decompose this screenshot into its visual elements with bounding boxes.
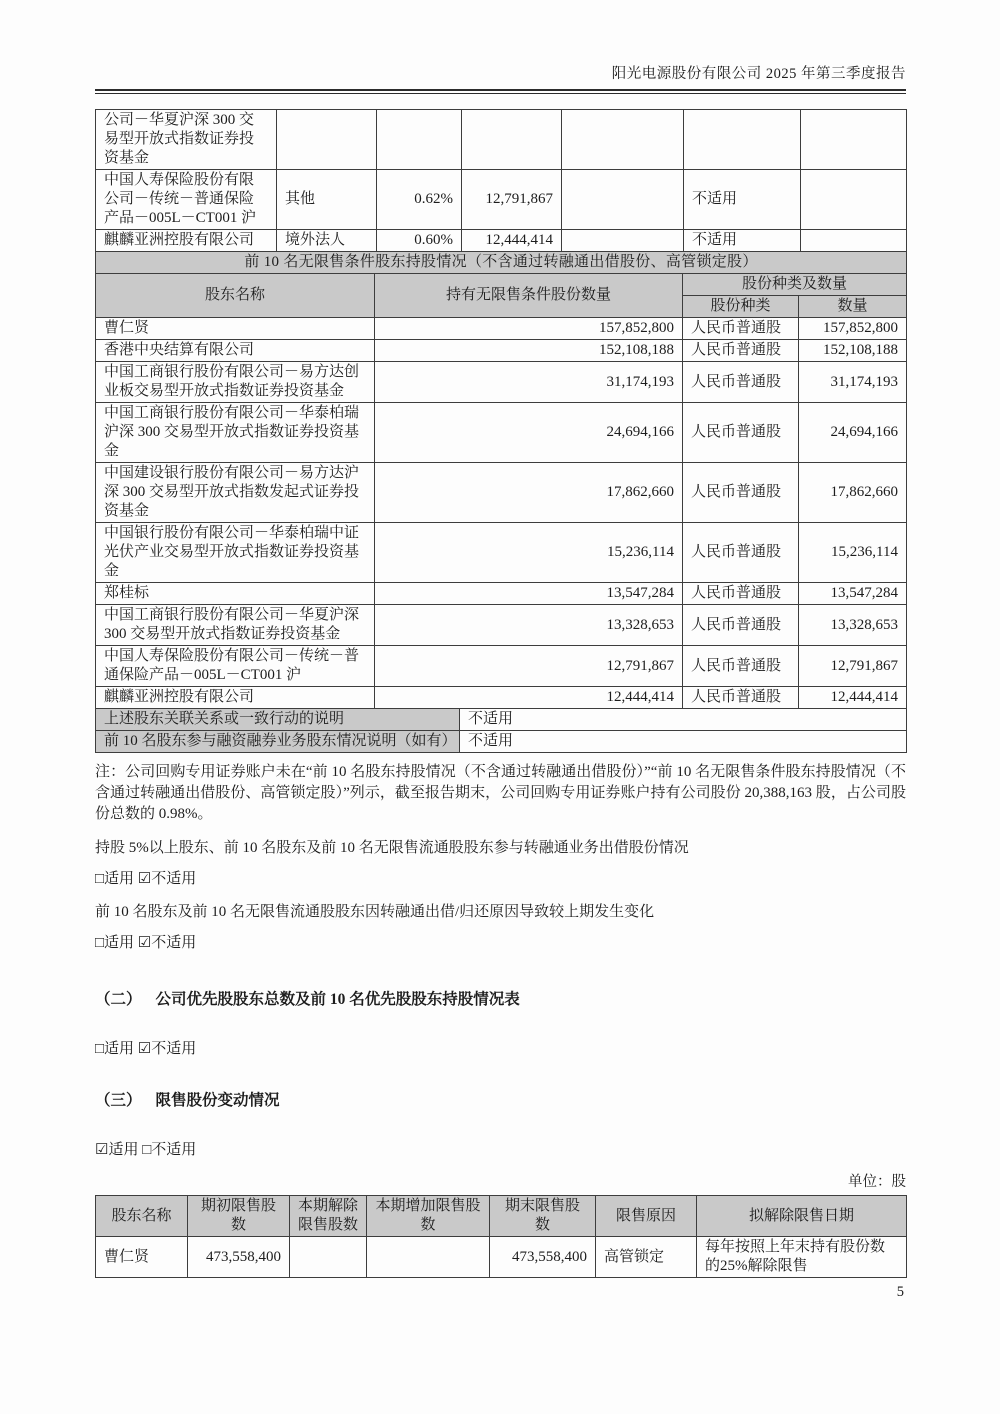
header-amount: 数量 [799,296,907,318]
amount-cell: 12,444,414 [799,687,907,709]
section-title: 限售股份变动情况 [155,1092,280,1109]
table-row [96,403,907,463]
shareholder-name-cell: 公司－华夏沪深 300 交易型开放式指数证券投资基金 [96,110,277,170]
empty-cell [562,110,684,170]
unrestricted-shareholders-table [95,251,907,709]
amount-cell: 13,328,653 [799,605,907,646]
header-unrestricted-qty: 持有无限售条件股份数量 [375,274,683,318]
amount-cell: 152,108,188 [799,340,907,362]
header-end-restricted: 期末限售股数 [490,1196,596,1237]
table-header-row [96,1196,907,1237]
pledge-status-cell: 不适用 [684,170,801,230]
end-restricted-cell: 473,558,400 [490,1237,596,1278]
header-release-date: 拟解除限售日期 [697,1196,907,1237]
note-label-cell: 上述股东关联关系或一致行动的说明 [96,709,460,731]
amount-cell: 24,694,166 [799,403,907,463]
shareholder-name-cell: 麒麟亚洲控股有限公司 [96,687,375,709]
table-row [96,605,907,646]
header-shareholder-name: 股东名称 [96,1196,188,1237]
table-row [96,583,907,605]
table-row [96,230,907,252]
note-label-cell: 前 10 名股东参与融资融券业务股东情况说明（如有） [96,731,460,753]
share-type-cell: 人民币普通股 [683,687,799,709]
table-row [96,646,907,687]
header-rule [95,89,906,94]
page-number: 5 [896,1284,904,1300]
section-heading-restricted-shares [95,1090,906,1111]
table-row [96,523,907,583]
shareholder-name-cell: 曹仁贤 [96,1237,188,1278]
section-heading-preferred-shares [95,989,906,1010]
amount-cell: 157,852,800 [799,318,907,340]
doc-header [95,0,906,84]
shareholder-name-cell: 中国银行股份有限公司－华泰柏瑞中证光伏产业交易型开放式指数证券投资基金 [96,523,375,583]
qty-cell: 31,174,193 [375,362,683,403]
reason-cell: 高管锁定 [596,1237,697,1278]
unit-label: 单位：股 [848,1174,906,1190]
empty-cell [801,230,907,252]
shareholder-name-cell: 中国工商银行股份有限公司－华夏沪深 300 交易型开放式指数证券投资基金 [96,605,375,646]
ratio-cell: 0.60% [377,230,462,252]
begin-restricted-cell: 473,558,400 [188,1237,290,1278]
pledge-status-cell: 不适用 [684,230,801,252]
ratio-cell: 0.62% [377,170,462,230]
shareholder-name-cell: 中国人寿保险股份有限公司－传统－普通保险产品－005L－CT001 沪 [96,646,375,687]
amount-cell: 13,547,284 [799,583,907,605]
checkbox-line-preferred: □适用 ☑不适用 [95,1041,197,1057]
header-share-type: 股份种类 [683,296,799,318]
table-row [96,687,907,709]
empty-cell [801,170,907,230]
share-type-cell: 人民币普通股 [683,403,799,463]
shareholder-name-cell: 中国建设银行股份有限公司－易方达沪深 300 交易型开放式指数发起式证券投资基金 [96,463,375,523]
empty-cell [562,170,684,230]
empty-cell [377,110,462,170]
statement-change: 前 10 名股东及前 10 名无限售流通股股东因转融通出借/归还原因导致较上期发生变化 [95,904,655,920]
table-row [96,362,907,403]
checkbox-line-restricted: ☑适用 □不适用 [95,1142,197,1158]
header-begin-restricted: 期初限售股数 [188,1196,290,1237]
added-cell [367,1237,490,1278]
share-type-cell: 人民币普通股 [683,583,799,605]
statement-lending: 持股 5%以上股东、前 10 名股东及前 10 名无限售流通股股东参与转融通业务出借股份情况 [95,840,689,856]
doc-title: 阳光电源股份有限公司 2025 年第三季度报告 [611,66,906,82]
note-value-cell: 不适用 [460,709,907,731]
section-number: （三） [95,1092,142,1109]
checkbox-line-change: □适用 ☑不适用 [95,935,197,951]
header-released: 本期解除限售股数 [290,1196,367,1237]
qty-cell: 152,108,188 [375,340,683,362]
header-share-type-group: 股份种类及数量 [683,274,907,296]
amount-cell: 15,236,114 [799,523,907,583]
empty-cell [801,110,907,170]
table-row [96,463,907,523]
empty-cell [562,230,684,252]
empty-cell [277,110,377,170]
section-title: 公司优先股股东总数及前 10 名优先股股东持股情况表 [155,991,520,1008]
table-row [96,731,907,753]
qty-cell: 17,862,660 [375,463,683,523]
share-type-cell: 人民币普通股 [683,523,799,583]
qty-cell: 13,547,284 [375,583,683,605]
empty-cell [462,110,562,170]
shareholder-type-cell: 境外法人 [277,230,377,252]
section-number: （二） [95,991,142,1008]
qty-cell: 13,328,653 [375,605,683,646]
empty-cell [684,110,801,170]
shareholder-name-cell: 曹仁贤 [96,318,375,340]
restricted-shares-table [95,1195,907,1278]
amount-cell: 31,174,193 [799,362,907,403]
qty-cell: 12,791,867 [375,646,683,687]
share-type-cell: 人民币普通股 [683,318,799,340]
share-type-cell: 人民币普通股 [683,646,799,687]
table-row [96,110,907,170]
qty-cell: 24,694,166 [375,403,683,463]
shares-cell: 12,444,414 [462,230,562,252]
qty-cell: 15,236,114 [375,523,683,583]
shareholder-name-cell: 香港中央结算有限公司 [96,340,375,362]
table-row [96,1237,907,1278]
release-plan-cell: 每年按照上年末持有股份数的25%解除限售 [697,1237,907,1278]
table-row [96,170,907,230]
amount-cell: 17,862,660 [799,463,907,523]
share-type-cell: 人民币普通股 [683,340,799,362]
share-type-cell: 人民币普通股 [683,463,799,523]
released-cell [290,1237,367,1278]
header-shareholder-name: 股东名称 [96,274,375,318]
buyback-note: 注：公司回购专用证券账户未在“前 10 名股东持股情况（不含通过转融通出借股份）”“前 10 名无限售条件股东持股情况（不含通过转融通出借股份、高管锁定股）”列示，截至报告期末，公司回购专用证券账户持有公司股份 20,388,163 股，占公司股份总数的 0.98%。 [95,764,906,822]
table-row [96,318,907,340]
amount-cell: 12,791,867 [799,646,907,687]
table-band-row [96,252,907,274]
shareholder-name-cell: 麒麟亚洲控股有限公司 [96,230,277,252]
qty-cell: 157,852,800 [375,318,683,340]
top10-shareholders-table-continued [95,109,907,252]
header-reason: 限售原因 [596,1196,697,1237]
shares-cell: 12,791,867 [462,170,562,230]
share-type-cell: 人民币普通股 [683,605,799,646]
shareholder-name-cell: 中国人寿保险股份有限公司－传统－普通保险产品－005L－CT001 沪 [96,170,277,230]
shareholder-name-cell: 中国工商银行股份有限公司－华泰柏瑞沪深 300 交易型开放式指数证券投资基金 [96,403,375,463]
shareholder-type-cell: 其他 [277,170,377,230]
table-header-row [96,274,907,296]
note-value-cell: 不适用 [460,731,907,753]
checkbox-line-lending: □适用 ☑不适用 [95,871,197,887]
table-row [96,709,907,731]
table-row [96,340,907,362]
shareholder-name-cell: 中国工商银行股份有限公司－易方达创业板交易型开放式指数证券投资基金 [96,362,375,403]
share-type-cell: 人民币普通股 [683,362,799,403]
qty-cell: 12,444,414 [375,687,683,709]
shareholder-notes-table [95,708,907,753]
shareholder-name-cell: 郑桂标 [96,583,375,605]
header-added: 本期增加限售股数 [367,1196,490,1237]
table-band-title: 前 10 名无限售条件股东持股情况（不含通过转融通出借股份、高管锁定股） [96,252,907,274]
page-content [95,0,906,1302]
